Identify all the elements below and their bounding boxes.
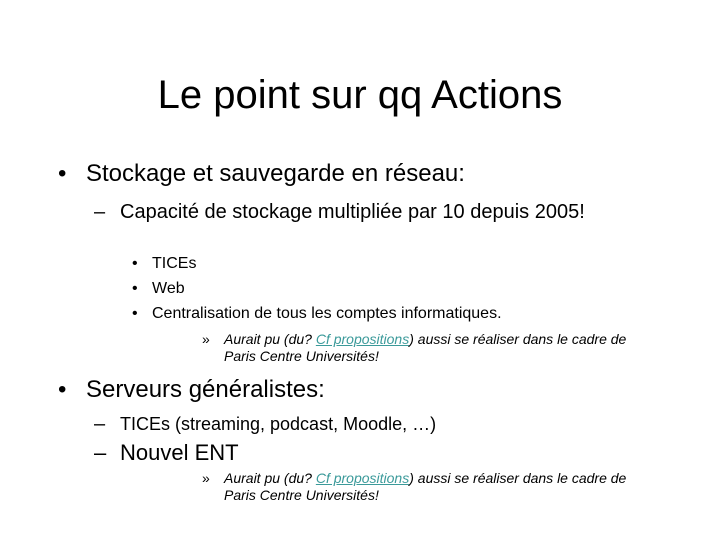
- bullet-text: Centralisation de tous les comptes informatiques.: [152, 305, 502, 322]
- note-text-before: Aurait pu (du?: [224, 470, 316, 486]
- slide-title: Le point sur qq Actions: [157, 73, 563, 117]
- dash-marker: –: [94, 413, 106, 435]
- bullet-text: TICEs: [152, 255, 197, 272]
- propositions-link[interactable]: Cf propositions: [315, 331, 410, 347]
- note-level4: [202, 331, 662, 365]
- note-text-after: ) aussi se réaliser dans le cadre de Paris Centre Universités!: [224, 331, 627, 364]
- propositions-link[interactable]: Cf propositions: [315, 470, 410, 486]
- bullet-level1: [58, 376, 698, 404]
- note-text-before: Aurait pu (du?: [224, 331, 316, 347]
- bullet-text: Nouvel ENT: [120, 440, 239, 465]
- bullet-marker: •: [58, 376, 67, 403]
- bullet-text: Stockage et sauvegarde en réseau:: [86, 160, 465, 187]
- note-text: [224, 470, 662, 504]
- dash-marker: –: [94, 201, 106, 223]
- bullet-level2: [94, 200, 634, 224]
- chevron-marker: »: [202, 470, 210, 486]
- bullet-text: TICEs (streaming, podcast, Moodle, …): [120, 414, 437, 434]
- note-level4: [202, 470, 662, 504]
- bullet-level3: [132, 279, 652, 299]
- note-text-after: ) aussi se réaliser dans le cadre de Paris Centre Universités!: [224, 470, 627, 503]
- bullet-marker: •: [132, 280, 138, 297]
- bullet-level2: [94, 412, 654, 436]
- bullet-level1: [58, 160, 698, 188]
- bullet-text: Serveurs généralistes:: [86, 376, 325, 403]
- bullet-marker: •: [132, 305, 138, 322]
- bullet-marker: •: [132, 255, 138, 272]
- bullet-text: Web: [152, 280, 185, 297]
- bullet-text: Capacité de stockage multipliée par 10 depuis 2005!: [120, 201, 585, 223]
- bullet-marker: •: [58, 160, 67, 187]
- dash-marker: –: [94, 440, 107, 465]
- bullet-level3: [132, 304, 652, 324]
- bullet-level3: [132, 254, 652, 274]
- chevron-marker: »: [202, 331, 210, 347]
- note-text: [224, 331, 662, 365]
- bullet-level2: [94, 440, 654, 466]
